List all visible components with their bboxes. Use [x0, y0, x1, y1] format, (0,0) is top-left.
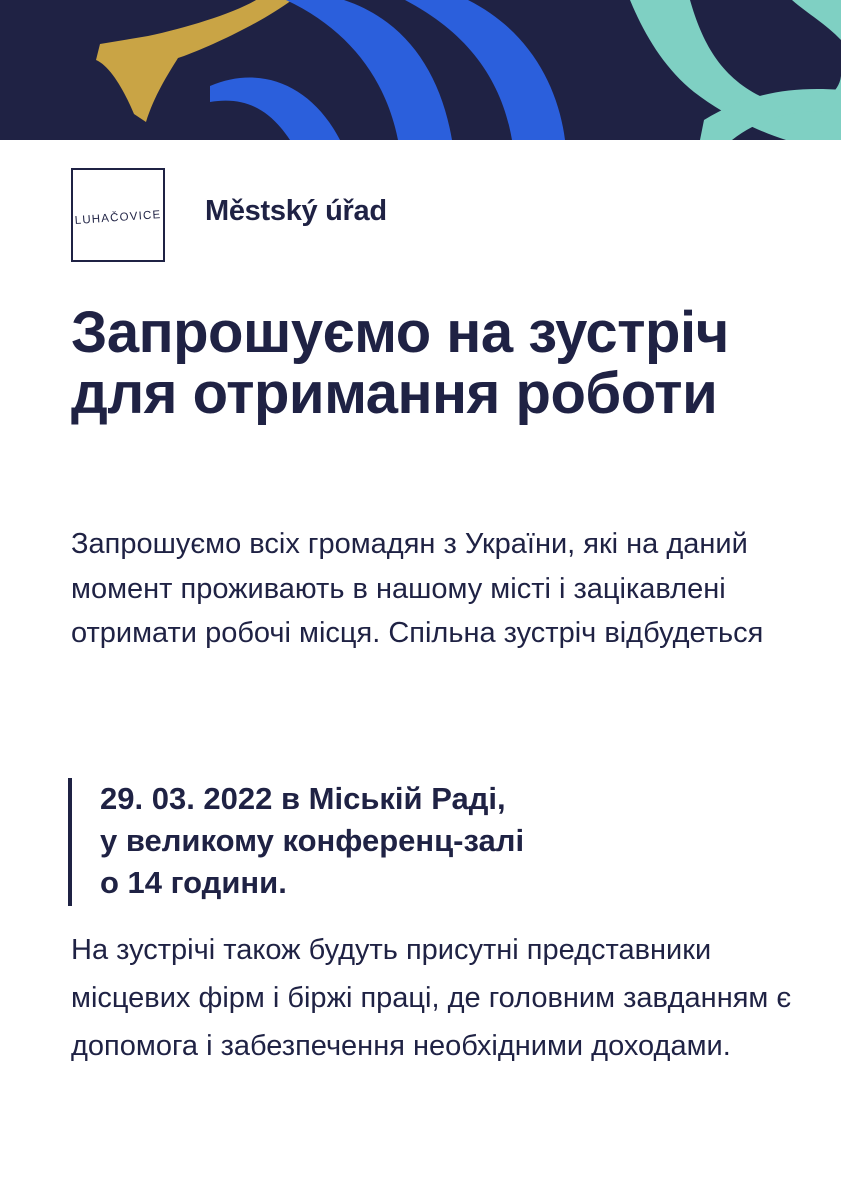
closing-paragraph: На зустрічі також будуть присутні представники місцевих фірм і біржі праці, де головним завданням є допомога і забезпечення необхідними доходами. [71, 934, 792, 1062]
page-title: Запрошуємо на зустріч для отримання роботи [71, 300, 729, 426]
decorative-banner [0, 0, 841, 140]
logo-text: LUHAČOVICE [74, 208, 162, 228]
office-name: Městský úřad [205, 195, 387, 227]
meeting-details-block [68, 778, 808, 906]
banner-graphic [0, 0, 841, 140]
intro-paragraph: Запрошуємо всіх громадян з України, які на даний момент проживають в нашому місті і зацікавлені отримати робочі місця. Спільна зустріч відбудеться [71, 528, 764, 649]
logo-mark [73, 170, 163, 260]
meeting-details-text: 29. 03. 2022 в Міській Раді, у великому конференц-залі о 14 години. [100, 781, 525, 900]
city-logo [71, 168, 165, 262]
